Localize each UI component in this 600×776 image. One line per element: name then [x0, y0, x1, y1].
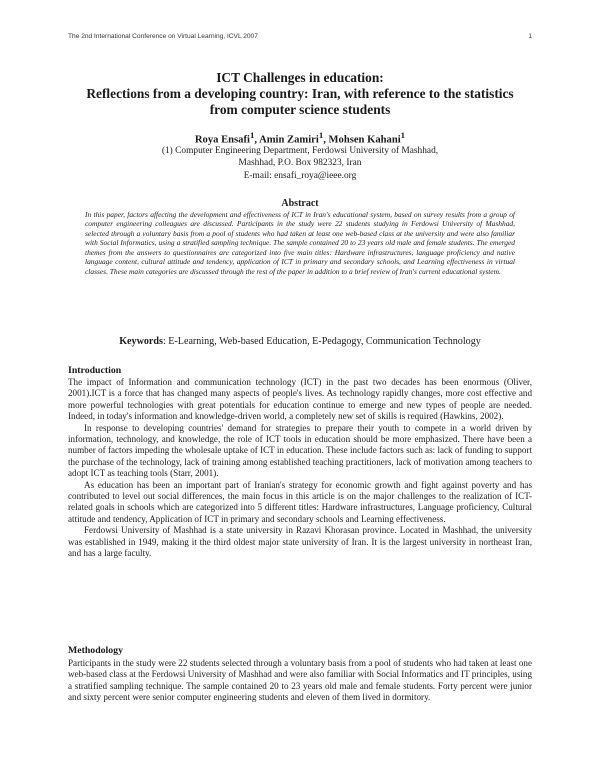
author-separator: , [254, 134, 260, 146]
introduction-heading: Introduction [68, 365, 122, 376]
methodology-heading: Methodology [68, 645, 123, 656]
conference-name: The 2nd International Conference on Virtual Learning, ICVL 2007 [68, 33, 258, 40]
author-affiliation-mark: 1 [318, 130, 324, 140]
page-number: 1 [528, 33, 532, 40]
body-paragraph: Ferdowsi University of Mashhad is a state university in Razavi Khorasan province. Located in Mashhad, the university was established in 1949, making it the third oldest major state university of Iran. It is the largest university in northeast Iran, and has a large faculty. [68, 525, 532, 559]
title-line-1: ICT Challenges in education: [216, 70, 384, 85]
affiliation-department: (1) Computer Engineering Department, Ferdowsi University of Mashhad, [161, 146, 439, 156]
running-header [68, 33, 532, 40]
abstract-text: In this paper, factors affecting the development and effectiveness of ICT in Iran's educational system, based on survey results from a group of computer engineering colleagues are discussed. Participants in the study were 22 students studying in Ferdowsi University of Mashhad, selected through a voluntary basis from a pool of students who had taken at least one web-based class at the university and were also familiar with Social Informatics, using a stratified sampling technique. The sample contained 20 to 23 years old male and female students. The emerged themes from the answers to questionnaires are categorized into five main titles: Hardware infrastructures, language proficiency and native language content, cultural attitude and tendency, application of ICT in primary and secondary schools, and Learning effectiveness in virtual classes. These main categories are discussed through the rest of the paper in addition to a brief review of Iran's current educational system. [85, 210, 515, 276]
introduction-body [68, 377, 532, 560]
affiliation-block [40, 145, 560, 182]
author-affiliation-mark: 1 [249, 130, 255, 140]
author-affiliation-mark: 1 [400, 130, 406, 140]
title-line-3: from computer science students [209, 102, 391, 118]
author-name: Amin Zamiri [259, 134, 319, 146]
paper-title [40, 70, 560, 119]
methodology-body [68, 658, 532, 704]
body-paragraph: As education has been an important part of Iranian's strategy for economic growth and fight against poverty and has contributed to level out social differences, the main focus in this article is on the major challenges to the realization of ICT-related goals in schools which are categorized into 5 different titles: Hardware infrastructures, Language proficiency, Cultural attitude and tendency, Application of ICT in primary and secondary schools and Learning effectiveness. [68, 479, 532, 524]
body-paragraph: In response to developing countries' demand for strategies to prepare their youth to compete in a world driven by information, technology, and knowledge, the role of ICT tools in education should be more emphasized. There have been a number of factors impeding the wholesale uptake of ICT in education. These include factors such as: lack of funding to support the purchase of the technology, lack of training among established teaching practitioners, lack of motivation among teachers to adopt ICT as teaching tools (Starr, 2001). [68, 422, 532, 479]
title-line-2: Reflections from a developing country: Iran, with reference to the statistics [86, 86, 514, 102]
author-name: Roya Ensafi [194, 134, 250, 146]
abstract-heading: Abstract [281, 198, 319, 209]
author-name: Mohsen Kahani [328, 134, 401, 146]
affiliation-email: E-mail: ensafi_roya@ieee.org [243, 170, 357, 181]
author-list [40, 130, 560, 146]
body-paragraph: The impact of Information and communication technology (ICT) in the past two decades has been enormous (Oliver, 2001).ICT is a force that has changed many aspects of people's lives. As technology rapidly changes, more cost effective and more powerful technologies with great potentials for education continue to emerge and new types of people are needed. Indeed, in today's information and knowledge-driven world, a completely new set of skills is required (Hawkins, 2002). [68, 377, 532, 422]
affiliation-address: Mashhad, P.O. Box 982323, Iran [238, 158, 362, 169]
author-separator: , [323, 134, 329, 146]
body-paragraph: Participants in the study were 22 students selected through a voluntary basis from a pool of students who had taken at least one web-based class at the Ferdowsi University of Mashhad and were also familiar with Social Informatics and IT principles, using a stratified sampling technique. The sample contained 20 to 23 years old male and female students. Forty percent were junior and sixty percent were senior computer engineering students and eleven of them lived in dormitory. [68, 658, 532, 703]
keywords-text: : E-Learning, Web-based Education, E-Pedagogy, Communication Technology [162, 336, 481, 347]
keywords-label: Keywords [119, 336, 163, 347]
keywords-line [40, 336, 560, 347]
